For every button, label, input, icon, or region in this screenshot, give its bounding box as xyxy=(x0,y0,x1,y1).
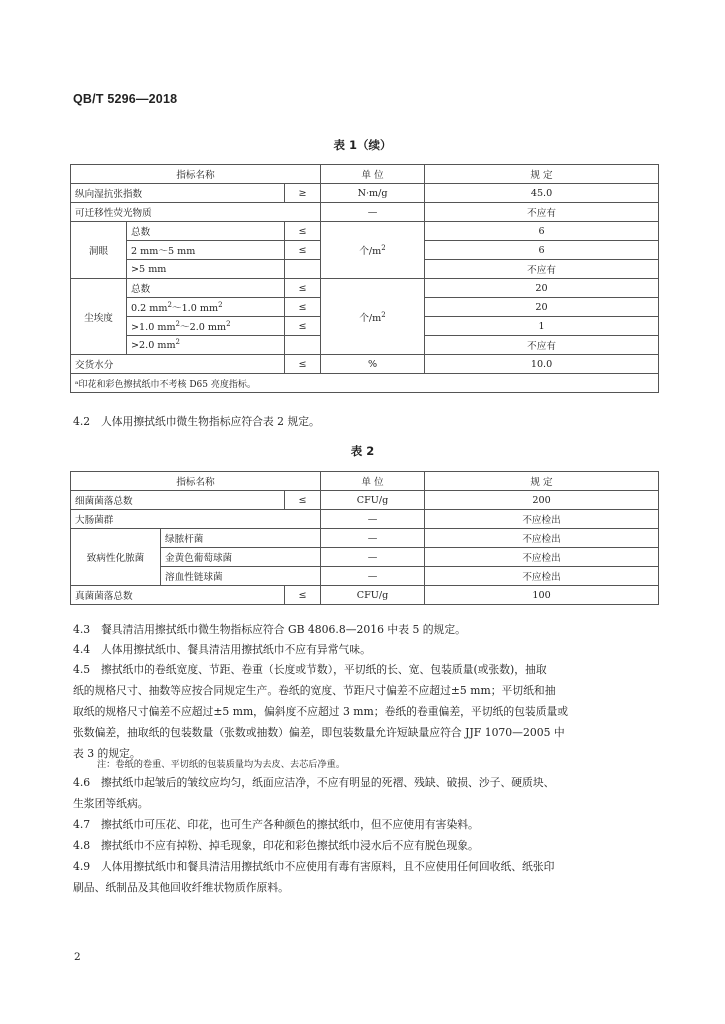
table2-header-value: 规 定 xyxy=(425,472,659,491)
row-value: 10.0 xyxy=(425,355,659,374)
paragraph-4-5-line-1: 4.5 擦拭纸巾的卷纸宽度、节距、卷重（长度或节数），平切纸的长、宽、包装质量(或张数)，抽取 xyxy=(73,663,547,676)
table2 xyxy=(70,471,659,605)
comparison-symbol: ≥ xyxy=(285,184,321,203)
table-row xyxy=(71,184,659,203)
paragraph-4-5-line-2: 纸的规格尺寸、抽数等应按合同规定生产。卷纸的宽度、节距尺寸偏差不应超过±5 mm；平切纸和抽 xyxy=(73,684,556,697)
table1 xyxy=(70,164,659,393)
table1-header-name: 指标名称 xyxy=(71,165,321,184)
paragraph-4-5-line-4: 张数偏差，抽取纸的包装数量（张数或抽数）偏差，即包装数量允许短缺量应符合 JJF 1070—2005 中 xyxy=(73,726,565,739)
comparison-symbol xyxy=(285,260,321,279)
row-value: 不应有 xyxy=(425,260,659,279)
comparison-symbol: ≤ xyxy=(285,222,321,241)
comparison-symbol: ≤ xyxy=(285,491,321,510)
table2-header-row xyxy=(71,472,659,491)
paragraph-4-5-line-3: 取纸的规格尺寸偏差不应超过±5 mm，偏斜度不应超过 3 mm；卷纸的卷重偏差，平切纸的包装质量或 xyxy=(73,705,569,718)
comparison-symbol: ≤ xyxy=(285,355,321,374)
table-row xyxy=(71,491,659,510)
paragraph-4-9-line-1: 4.9 人体用擦拭纸巾和餐具清洁用擦拭纸巾不应使用有毒有害原料，且不应使用任何回收纸、纸张印 xyxy=(73,860,555,873)
row-value: 6 xyxy=(425,241,659,260)
paragraph-4-8: 4.8 擦拭纸巾不应有掉粉、掉毛现象，印花和彩色擦拭纸巾浸水后不应有脱色现象。 xyxy=(73,839,479,852)
row-unit: — xyxy=(321,510,425,529)
standard-code: QB/T 5296—2018 xyxy=(73,92,178,106)
sub-row-label: 总数 xyxy=(127,222,285,241)
sub-row-label: 溶血性链球菌 xyxy=(161,567,321,586)
table-footnote-row xyxy=(71,374,659,393)
row-value: 不应有 xyxy=(425,203,659,222)
table1-footnote: ᵃ印花和彩色擦拭纸巾不考核 D65 亮度指标。 xyxy=(71,374,659,393)
row-value: 不应检出 xyxy=(425,510,659,529)
paragraph-4-6-line-1: 4.6 擦拭纸巾起皱后的皱纹应均匀，纸面应洁净，不应有明显的死褶、残缺、破损、沙子、硬质块、 xyxy=(73,776,555,789)
row-value: 不应有 xyxy=(425,336,659,355)
row-name: 大肠菌群 xyxy=(71,510,321,529)
row-name: 可迁移性荧光物质 xyxy=(71,203,321,222)
table-row xyxy=(71,529,659,548)
table-row xyxy=(71,586,659,605)
table-row xyxy=(71,222,659,241)
sub-row-label: >1.0 $mm^2\sim 2.0$ $mm^2$ xyxy=(127,317,285,336)
paragraph-4-9-line-2: 刷品、纸制品及其他回收纤维状物质作原料。 xyxy=(73,881,289,894)
row-value: 45.0 xyxy=(425,184,659,203)
table-row xyxy=(71,203,659,222)
row-value: 1 xyxy=(425,317,659,336)
table1-header-value: 规 定 xyxy=(425,165,659,184)
paragraph-4-4: 4.4 人体用擦拭纸巾、餐具清洁用擦拭纸巾不应有异常气味。 xyxy=(73,643,371,656)
page-number: 2 xyxy=(74,951,81,963)
sub-row-label: 金黄色葡萄球菌 xyxy=(161,548,321,567)
row-group-name: 尘埃度 xyxy=(71,279,127,355)
row-value: 不应检出 xyxy=(425,529,659,548)
table-row xyxy=(71,355,659,374)
paragraph-4-3: 4.3 餐具清洁用擦拭纸巾微生物指标应符合 GB 4806.8—2016 中表 5 的规定。 xyxy=(73,623,466,636)
comparison-symbol: ≤ xyxy=(285,241,321,260)
paragraph-4-6-line-2: 生浆团等纸病。 xyxy=(73,797,149,810)
table2-header-unit: 单 位 xyxy=(321,472,425,491)
row-name: 细菌菌落总数 xyxy=(71,491,285,510)
row-group-name: 洞眼 xyxy=(71,222,127,279)
row-name: 真菌菌落总数 xyxy=(71,586,285,605)
comparison-symbol: ≤ xyxy=(285,298,321,317)
table-row xyxy=(71,279,659,298)
sub-row-label: >2.0 $mm^2$ xyxy=(127,336,285,355)
row-name: 纵向湿抗张指数 xyxy=(71,184,285,203)
row-value: 100 xyxy=(425,586,659,605)
row-name: 交货水分 xyxy=(71,355,285,374)
row-value: 不应检出 xyxy=(425,567,659,586)
table-row xyxy=(71,510,659,529)
row-unit: 个$/m^2$ xyxy=(321,279,425,355)
row-value: 20 xyxy=(425,279,659,298)
row-value: 6 xyxy=(425,222,659,241)
paragraph-4-5-line-5: 表 3 的规定。 xyxy=(73,747,141,760)
table1-header-unit: 单 位 xyxy=(321,165,425,184)
row-unit: 个$/m^2$ xyxy=(321,222,425,279)
comparison-symbol: ≤ xyxy=(285,279,321,298)
table1-header-row xyxy=(71,165,659,184)
row-unit: CFU/g xyxy=(321,586,425,605)
row-unit: — xyxy=(321,567,425,586)
row-unit: N·m/g xyxy=(321,184,425,203)
paragraph-4-7: 4.7 擦拭纸巾可压花、印花，也可生产各种颜色的擦拭纸巾，但不应使用有害染料。 xyxy=(73,818,479,831)
table2-header-name: 指标名称 xyxy=(71,472,321,491)
comparison-symbol xyxy=(285,336,321,355)
sub-row-label: 0.2 $mm^2\sim 1.0$ $mm^2$ xyxy=(127,298,285,317)
sub-row-label: 总数 xyxy=(127,279,285,298)
comparison-symbol: ≤ xyxy=(285,586,321,605)
row-value: 20 xyxy=(425,298,659,317)
row-unit: CFU/g xyxy=(321,491,425,510)
table1-caption: 表 1（续） xyxy=(333,138,392,152)
row-value: 不应检出 xyxy=(425,548,659,567)
sub-row-label: 绿脓杆菌 xyxy=(161,529,321,548)
row-unit: — xyxy=(321,203,425,222)
note: 注：卷纸的卷重、平切纸的包装质量均为去皮、去芯后净重。 xyxy=(97,759,346,770)
table2-caption: 表 2 xyxy=(350,444,375,458)
row-group-name: 致病性化脓菌 xyxy=(71,529,161,586)
row-value: 200 xyxy=(425,491,659,510)
paragraph-4-2: 4.2 人体用擦拭纸巾微生物指标应符合表 2 规定。 xyxy=(73,415,320,428)
sub-row-label: >5 mm xyxy=(127,260,285,279)
sub-row-label: 2 mm～5 mm xyxy=(127,241,285,260)
comparison-symbol: ≤ xyxy=(285,317,321,336)
row-unit: % xyxy=(321,355,425,374)
row-unit: — xyxy=(321,529,425,548)
row-unit: — xyxy=(321,548,425,567)
